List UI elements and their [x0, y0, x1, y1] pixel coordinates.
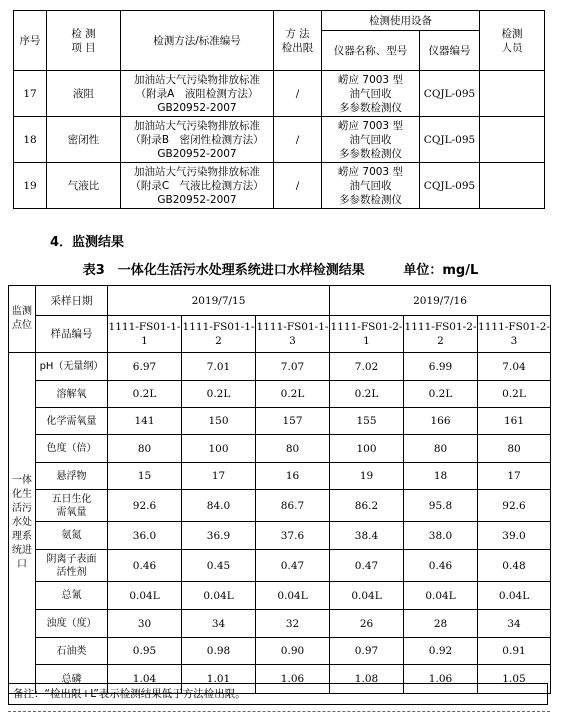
header-equipment-name: 仪器名称、型号: [322, 31, 420, 71]
header-seq: 序号: [14, 11, 47, 71]
sample-label: 样品编号: [36, 316, 108, 353]
value-cell: 80: [256, 435, 330, 463]
header-item: 检 测 项 目: [47, 11, 121, 71]
table-row: [9, 435, 551, 463]
value-cell: 0.2L: [256, 381, 330, 408]
seq-cell: 18: [14, 117, 47, 163]
parameter-cell: 溶解氧: [36, 381, 108, 408]
site-name-cell: 一体 化生 活污 水处 理系 统进 口: [9, 353, 36, 694]
value-cell: 0.04L: [478, 582, 551, 610]
value-cell: 38.4: [330, 522, 404, 550]
method-cell: 加油站大气污染物排放标准 （附录B 密闭性检测方法） GB20952-2007: [121, 117, 274, 163]
header-equipment: 检测使用设备: [322, 11, 480, 31]
parameter-cell: 石油类: [36, 638, 108, 665]
item-cell: 气液比: [47, 163, 121, 209]
table-row: [9, 408, 551, 435]
value-cell: 0.91: [478, 638, 551, 665]
equipment-table: [13, 10, 545, 209]
sample-id-cell: 1111-FS01-2-3: [478, 316, 551, 353]
table-row: [14, 71, 545, 117]
results-body: [9, 353, 551, 694]
page-divider: [8, 711, 550, 712]
table-row: [14, 117, 545, 163]
value-cell: 0.04L: [330, 582, 404, 610]
table-row: [14, 163, 545, 209]
site-header: 监测 点位: [9, 286, 36, 353]
parameter-cell: 总氰: [36, 582, 108, 610]
value-cell: 7.07: [256, 353, 330, 381]
value-cell: 100: [330, 435, 404, 463]
value-cell: 150: [182, 408, 256, 435]
value-cell: 34: [478, 610, 551, 638]
header-method: 检测方法/标准编号: [121, 11, 274, 71]
value-cell: 0.90: [256, 638, 330, 665]
method-cell: 加油站大气污染物排放标准 （附录A 液阻检测方法） GB20952-2007: [121, 71, 274, 117]
value-cell: 1.05: [478, 665, 551, 694]
value-cell: 1.01: [182, 665, 256, 694]
value-cell: 39.0: [478, 522, 551, 550]
value-cell: 34: [182, 610, 256, 638]
value-cell: 1.06: [256, 665, 330, 694]
results-table: [8, 285, 551, 694]
value-cell: 0.45: [182, 550, 256, 582]
value-cell: 6.97: [108, 353, 182, 381]
value-cell: 157: [256, 408, 330, 435]
parameter-cell: 色度（倍）: [36, 435, 108, 463]
parameter-cell: 化学需氧量: [36, 408, 108, 435]
value-cell: 155: [330, 408, 404, 435]
value-cell: 36.0: [108, 522, 182, 550]
parameter-cell: 浊度（度）: [36, 610, 108, 638]
value-cell: 0.47: [330, 550, 404, 582]
value-cell: 0.95: [108, 638, 182, 665]
value-cell: 1.06: [404, 665, 478, 694]
value-cell: 1.04: [108, 665, 182, 694]
date-cell: 2019/7/16: [330, 286, 551, 316]
table-row: [9, 610, 551, 638]
table-row: [9, 353, 551, 381]
table-row: [9, 381, 551, 408]
equipment-no-cell: CQJL-095: [420, 71, 480, 117]
limit-cell: /: [274, 71, 322, 117]
sample-id-cell: 1111-FS01-2-1: [330, 316, 404, 353]
value-cell: 92.6: [478, 490, 551, 522]
table-caption: [0, 259, 561, 278]
value-cell: 0.2L: [108, 381, 182, 408]
seq-cell: 19: [14, 163, 47, 209]
value-cell: 36.9: [182, 522, 256, 550]
parameter-cell: 阴离子表面 活性剂: [36, 550, 108, 582]
value-cell: 84.0: [182, 490, 256, 522]
parameter-cell: 五日生化 需氧量: [36, 490, 108, 522]
value-cell: 95.8: [404, 490, 478, 522]
value-cell: 7.02: [330, 353, 404, 381]
value-cell: 92.6: [108, 490, 182, 522]
value-cell: 0.48: [478, 550, 551, 582]
value-cell: 30: [108, 610, 182, 638]
value-cell: 0.04L: [182, 582, 256, 610]
parameter-cell: 氨氮: [36, 522, 108, 550]
value-cell: 6.99: [404, 353, 478, 381]
table-unit: 单位：mg/L: [403, 263, 479, 278]
value-cell: 86.7: [256, 490, 330, 522]
value-cell: 86.2: [330, 490, 404, 522]
table-row: [9, 490, 551, 522]
value-cell: 0.2L: [404, 381, 478, 408]
seq-cell: 17: [14, 71, 47, 117]
parameter-cell: 悬浮物: [36, 463, 108, 490]
table-row: [9, 550, 551, 582]
equipment-no-cell: CQJL-095: [420, 117, 480, 163]
item-cell: 密闭性: [47, 117, 121, 163]
value-cell: 26: [330, 610, 404, 638]
equipment-no-cell: CQJL-095: [420, 163, 480, 209]
table-row: [9, 463, 551, 490]
section-heading: 4．监测结果: [50, 235, 125, 250]
value-cell: 18: [404, 463, 478, 490]
value-cell: 0.04L: [256, 582, 330, 610]
equipment-cell: 崂应 7003 型 油气回收 多参数检测仪: [322, 71, 420, 117]
header-limit: 方 法 检出限: [274, 11, 322, 71]
value-cell: 0.2L: [182, 381, 256, 408]
value-cell: 0.46: [108, 550, 182, 582]
value-cell: 28: [404, 610, 478, 638]
sample-id-cell: 1111-FS01-1-1: [108, 316, 182, 353]
person-cell: [480, 71, 545, 117]
value-cell: 17: [478, 463, 551, 490]
parameter-cell: pH（无量纲）: [36, 353, 108, 381]
value-cell: 7.04: [478, 353, 551, 381]
person-cell: [480, 163, 545, 209]
value-cell: 0.2L: [478, 381, 551, 408]
value-cell: 0.04L: [404, 582, 478, 610]
person-cell: [480, 117, 545, 163]
value-cell: 0.97: [330, 638, 404, 665]
table-row: [9, 638, 551, 665]
limit-cell: /: [274, 117, 322, 163]
table-title: 表3 一体化生活污水处理系统进口水样检测结果: [82, 263, 365, 278]
date-cell: 2019/7/15: [108, 286, 330, 316]
item-cell: 液阻: [47, 71, 121, 117]
value-cell: 0.04L: [108, 582, 182, 610]
limit-cell: /: [274, 163, 322, 209]
remark-note: 备注：“检出限+L”表示检测结果低于方法检出限。: [8, 683, 548, 705]
value-cell: 0.92: [404, 638, 478, 665]
value-cell: 19: [330, 463, 404, 490]
equipment-cell: 崂应 7003 型 油气回收 多参数检测仪: [322, 163, 420, 209]
value-cell: 17: [182, 463, 256, 490]
value-cell: 166: [404, 408, 478, 435]
method-cell: 加油站大气污染物排放标准 （附录C 气液比检测方法） GB20952-2007: [121, 163, 274, 209]
value-cell: 80: [404, 435, 478, 463]
value-cell: 0.2L: [330, 381, 404, 408]
value-cell: 80: [108, 435, 182, 463]
equipment-cell: 崂应 7003 型 油气回收 多参数检测仪: [322, 117, 420, 163]
header-equipment-no: 仪器编号: [420, 31, 480, 71]
value-cell: 1.08: [330, 665, 404, 694]
value-cell: 141: [108, 408, 182, 435]
header-person: 检测 人员: [480, 11, 545, 71]
value-cell: 32: [256, 610, 330, 638]
value-cell: 38.0: [404, 522, 478, 550]
date-label: 采样日期: [36, 286, 108, 316]
sample-id-cell: 1111-FS01-2-2: [404, 316, 478, 353]
sample-id-cell: 1111-FS01-1-3: [256, 316, 330, 353]
value-cell: 80: [478, 435, 551, 463]
value-cell: 16: [256, 463, 330, 490]
table-row: [9, 522, 551, 550]
table-row: [9, 582, 551, 610]
value-cell: 0.98: [182, 638, 256, 665]
value-cell: 100: [182, 435, 256, 463]
value-cell: 37.6: [256, 522, 330, 550]
value-cell: 0.46: [404, 550, 478, 582]
value-cell: 161: [478, 408, 551, 435]
value-cell: 7.01: [182, 353, 256, 381]
value-cell: 15: [108, 463, 182, 490]
parameter-cell: 总磷: [36, 665, 108, 694]
sample-id-cell: 1111-FS01-1-2: [182, 316, 256, 353]
value-cell: 0.47: [256, 550, 330, 582]
